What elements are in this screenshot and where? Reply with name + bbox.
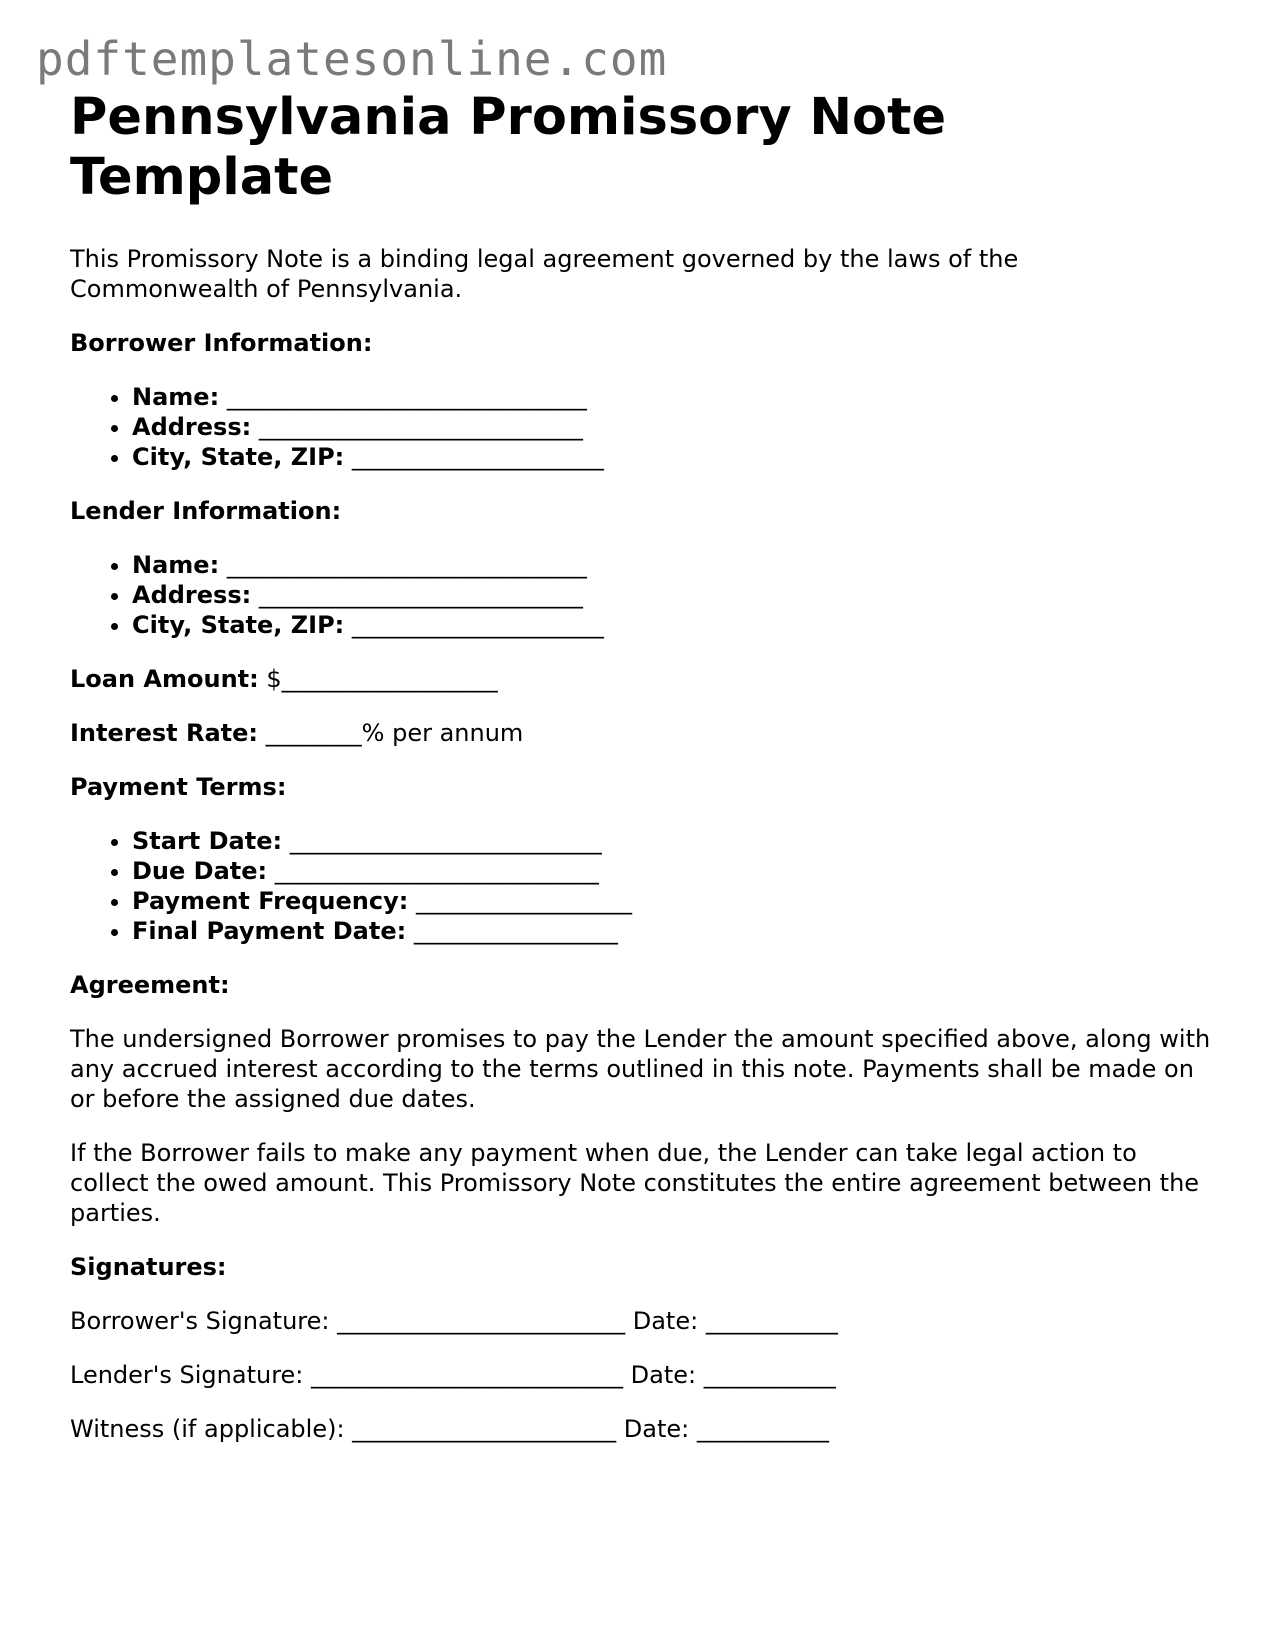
lender-list (70, 550, 1220, 640)
lender-address-field[interactable]: ___________________________ (258, 581, 583, 609)
payment-terms-list (70, 826, 1220, 946)
borrower-city-label: City, State, ZIP: (132, 443, 345, 471)
borrower-name-field[interactable]: ______________________________ (226, 383, 587, 411)
final-payment-date-label: Final Payment Date: (132, 917, 407, 945)
start-date-field[interactable]: __________________________ (289, 827, 602, 855)
start-date-item (132, 826, 1220, 856)
final-payment-date-field[interactable]: _________________ (413, 917, 618, 945)
borrower-name-item (132, 382, 1220, 412)
borrower-name-label: Name: (132, 383, 220, 411)
witness-signature-line[interactable]: Witness (if applicable): ______________________ Date: ___________ (70, 1415, 829, 1443)
lender-heading: Lender Information: (70, 497, 342, 525)
loan-amount-line (70, 664, 1220, 694)
lender-city-label: City, State, ZIP: (132, 611, 345, 639)
lender-name-field[interactable]: ______________________________ (226, 551, 587, 579)
loan-amount-label: Loan Amount: (70, 665, 259, 693)
lender-name-label: Name: (132, 551, 220, 579)
interest-rate-field[interactable]: ________% per annum (265, 719, 524, 747)
payment-frequency-item (132, 886, 1220, 916)
borrower-city-field[interactable]: _____________________ (351, 443, 604, 471)
borrower-address-field[interactable]: ___________________________ (258, 413, 583, 441)
page-title: Pennsylvania Promissory Note Template (70, 88, 947, 207)
borrower-heading: Borrower Information: (70, 329, 373, 357)
document-page (70, 88, 1220, 1444)
interest-rate-label: Interest Rate: (70, 719, 259, 747)
lender-city-field[interactable]: _____________________ (351, 611, 604, 639)
lender-address-item (132, 580, 1220, 610)
borrower-address-item (132, 412, 1220, 442)
borrower-city-item (132, 442, 1220, 472)
final-payment-date-item (132, 916, 1220, 946)
borrower-list (70, 382, 1220, 472)
watermark: pdftemplatesonline.com (36, 32, 668, 86)
start-date-label: Start Date: (132, 827, 283, 855)
loan-amount-field[interactable]: $__________________ (266, 665, 498, 693)
agreement-paragraph-1: The undersigned Borrower promises to pay the Lender the amount specified above, along with any accrued interest according to the terms outlined in this note. Payments shall be made on or before the assigned due dates. (70, 1025, 1211, 1113)
lender-city-item (132, 610, 1220, 640)
payment-frequency-field[interactable]: __________________ (415, 887, 632, 915)
due-date-label: Due Date: (132, 857, 268, 885)
lender-address-label: Address: (132, 581, 252, 609)
payment-terms-heading: Payment Terms: (70, 773, 287, 801)
agreement-paragraph-2: If the Borrower fails to make any payment when due, the Lender can take legal action to collect the owed amount. This Promissory Note constitutes the entire agreement between the parties. (70, 1139, 1200, 1227)
lender-signature-line[interactable]: Lender's Signature: __________________________ Date: ___________ (70, 1361, 836, 1389)
intro-text: This Promissory Note is a binding legal agreement governed by the laws of the Commonwealth of Pennsylvania. (70, 245, 1019, 303)
interest-rate-line (70, 718, 1220, 748)
due-date-item (132, 856, 1220, 886)
lender-name-item (132, 550, 1220, 580)
borrower-signature-line[interactable]: Borrower's Signature: ________________________ Date: ___________ (70, 1307, 838, 1335)
payment-frequency-label: Payment Frequency: (132, 887, 409, 915)
signatures-heading: Signatures: (70, 1253, 227, 1281)
due-date-field[interactable]: ___________________________ (274, 857, 599, 885)
agreement-heading: Agreement: (70, 971, 230, 999)
borrower-address-label: Address: (132, 413, 252, 441)
